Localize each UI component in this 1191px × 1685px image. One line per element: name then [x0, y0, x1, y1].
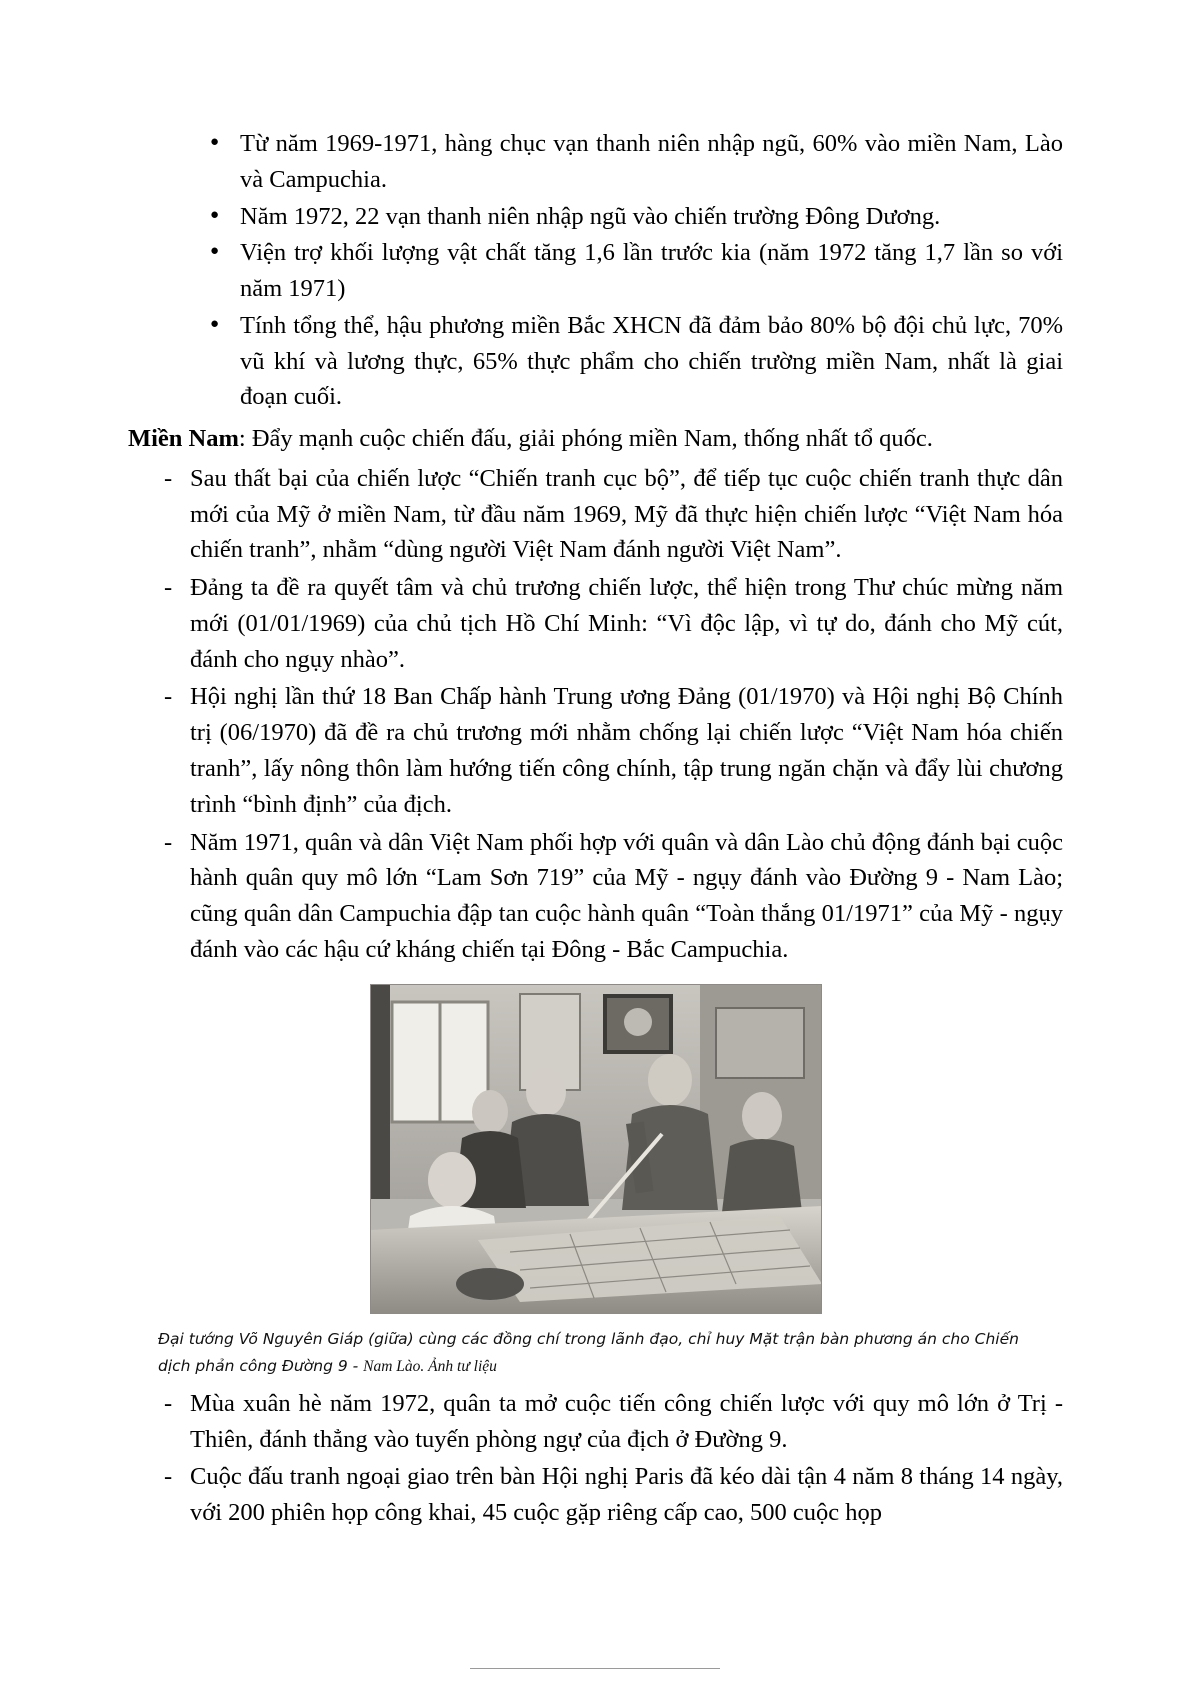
list-item: - Sau thất bại của chiến lược “Chiến tranh cục bộ”, để tiếp tục cuộc chiến tranh thực dân mới của Mỹ ở miền Nam, từ đầu năm 1969, Mỹ đã thực hiện chiến lược “Việt Nam hóa chiến tranh”, nhằm “dùng người Việt Nam đánh người Việt Nam”. [128, 461, 1063, 568]
dash-list-before-figure [128, 461, 1063, 968]
list-item: - Hội nghị lần thứ 18 Ban Chấp hành Trung ương Đảng (01/1970) và Hội nghị Bộ Chính trị (06/1970) đã đề ra chủ trương mới nhằm chống lại chiến lược “Việt Nam hóa chiến tranh”, lấy nông thôn làm hướng tiến công chính, tập trung ngăn chặn và đẩy lùi chương trình “bình định” của địch. [128, 679, 1063, 822]
figure-caption-source: Nam Lào. Ảnh tư liệu [363, 1357, 497, 1375]
list-item: - Đảng ta đề ra quyết tâm và chủ trương chiến lược, thể hiện trong Thư chúc mừng năm mới (01/01/1969) của chủ tịch Hồ Chí Minh: “Vì độc lập, vì tự do, đánh cho Mỹ cút, đánh cho ngụy nhào”. [128, 570, 1063, 677]
list-item: - Mùa xuân hè năm 1972, quân ta mở cuộc tiến công chiến lược với quy mô lớn ở Trị - Thiên, đánh thẳng vào tuyến phòng ngự của địch ở Đường 9. [128, 1386, 1063, 1458]
list-item: ● Tính tổng thể, hậu phương miền Bắc XHCN đã đảm bảo 80% bộ đội chủ lực, 70% vũ khí và lương thực, 65% thực phẩm cho chiến trường miền Nam, nhất là giai đoạn cuối. [128, 308, 1063, 415]
section-heading-paragraph [128, 421, 1063, 457]
section-lead-rest: : Đẩy mạnh cuộc chiến đấu, giải phóng miền Nam, thống nhất tổ quốc. [238, 425, 933, 453]
page-bottom-divider [470, 1668, 720, 1669]
list-item: - Cuộc đấu tranh ngoại giao trên bàn Hội nghị Paris đã kéo dài tận 4 năm 8 tháng 14 ngày, với 200 phiên họp công khai, 45 cuộc gặp riêng cấp cao, 500 cuộc họp [128, 1459, 1063, 1531]
list-item: - Năm 1971, quân và dân Việt Nam phối hợp với quân và dân Lào chủ động đánh bại cuộc hành quân quy mô lớn “Lam Sơn 719” của Mỹ - ngụy đánh vào Đường 9 - Nam Lào; cũng quân dân Campuchia đập tan cuộc hành quân “Toàn thắng 01/1971” của Mỹ - ngụy đánh vào các hậu cứ kháng chiến tại Đông - Bắc Campuchia. [128, 825, 1063, 968]
list-item: ● Viện trợ khối lượng vật chất tăng 1,6 lần trước kia (năm 1972 tăng 1,7 lần so với năm 1971) [128, 235, 1063, 307]
list-item: ● Năm 1972, 22 vạn thanh niên nhập ngũ vào chiến trường Đông Dương. [128, 199, 1063, 235]
bullet-list-top [128, 126, 1063, 415]
historical-photo [370, 984, 822, 1314]
section-lead-label: Miền Nam [128, 425, 239, 453]
list-item: ● Từ năm 1969-1971, hàng chục vạn thanh niên nhập ngũ, 60% vào miền Nam, Lào và Campuchia. [128, 126, 1063, 198]
page-content [128, 126, 1063, 1533]
figure-caption-main: Đại tướng Võ Nguyên Giáp (giữa) cùng các đồng chí trong lãnh đạo, chỉ huy Mặt trận bàn phương án cho Chiến dịch phản công Đường 9 - [158, 1329, 1019, 1375]
figure-caption [158, 1326, 1038, 1380]
figure [128, 984, 1063, 1380]
dash-list-after-figure [128, 1386, 1063, 1531]
